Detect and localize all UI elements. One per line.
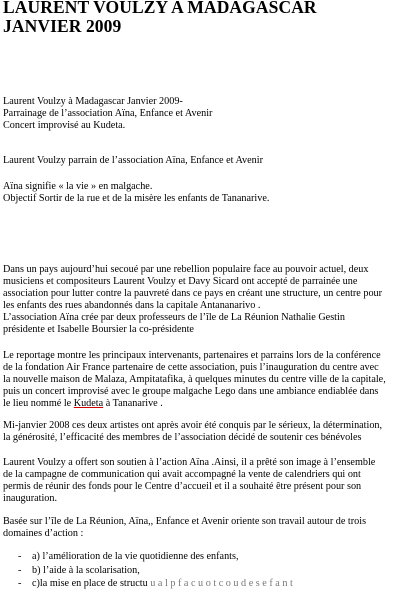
context-line-3: association pour lutter contre la pauvreté dans ce pays en créant une structure, un centre pour — [3, 288, 383, 300]
list-item — [18, 577, 403, 591]
reportage-paragraph — [3, 350, 402, 410]
january-line-1: Mi-janvier 2008 ces deux artistes ont après avoir été conquis par le sérieux, la détermination, — [3, 420, 383, 431]
list-dash: - — [18, 551, 22, 562]
context-line-6: présidente et Isabelle Boursier la co-présidente — [3, 324, 194, 336]
domains-paragraph — [3, 516, 402, 540]
reportage-line-5-start: le lieu nommé le — [3, 398, 74, 410]
aina-line-1: Aïna signifie « la vie » en malgache. — [3, 181, 153, 192]
intro-line-3: Concert improvisé au Kudeta. — [3, 120, 126, 132]
parrain-paragraph — [3, 155, 402, 167]
aina-line-2: Objectif Sortir de la rue et de la misère les enfants de Tananarive. — [3, 193, 270, 205]
reportage-line-4: puis un concert improvisé avec le groupe malgache Lego dans une ambiance endiablée dans — [3, 386, 379, 398]
reportage-line-1: Le reportage montre les principaux intervenants, partenaires et parrains lors de la conférence — [3, 350, 381, 361]
domains-line-2: domaines d’action : — [3, 528, 84, 540]
intro-line-1: Laurent Voulzy à Madagascar Janvier 2009- — [3, 96, 183, 107]
context-line-5: L’association Aïna crée par deux professeurs de l’île de La Réunion Nathalie Gestin — [3, 312, 345, 324]
context-paragraph — [3, 264, 402, 337]
support-line-3: permis de réunir des fonds pour le Centre d’accueil et il a souhaité être présent pour son — [3, 481, 362, 493]
context-line-4: les enfants des rues abandonnés dans la capitale Antananarivo . — [3, 300, 261, 312]
parrain-line: Laurent Voulzy parrain de l’association Aïna, Enfance et Avenir — [3, 155, 263, 166]
support-line-2: de la campagne de communication qui avait accompagné la vente de calendriers qui ont — [3, 469, 361, 481]
title-line-1: LAURENT VOULZY A MADAGASCAR — [3, 0, 317, 17]
kudeta-link[interactable]: Kudeta — [73, 398, 104, 410]
list-dash: - — [18, 578, 22, 590]
list-item-text: a) l’amélioration de la vie quotidienne des enfants, — [32, 551, 239, 562]
context-line-2: musiciens et compositeurs Laurent Voulzy et Davy Sicard ont accepté de parrainée une — [3, 276, 358, 288]
context-line-1: Dans un pays aujourd’hui secoué par une rebellion populaire face au pouvoir actuel, deux — [3, 264, 369, 275]
reportage-line-5 — [3, 398, 402, 410]
january-line-2: la générosité, l’efficacité des membres de l’association décidé de soutenir ces bénévoles — [3, 432, 362, 444]
intro-line-2: Parrainage de l’association Aïna, Enfance et Avenir — [3, 108, 213, 120]
support-line-4: inauguration. — [3, 493, 58, 505]
list-item — [18, 550, 403, 564]
support-line-1: Laurent Voulzy a offert son soutien à l’action Aïna .Ainsi, il a prêté son image à l’ensemble — [3, 457, 376, 468]
domains-line-1: Basée sur l’île de La Réunion, Aïna,, Enfance et Avenir oriente son travail autour de trois — [3, 516, 367, 527]
reportage-line-5-end: à Tananarive . — [103, 398, 163, 410]
list-item — [18, 564, 403, 578]
support-paragraph — [3, 457, 402, 505]
list-dash: - — [18, 564, 22, 576]
domains-list — [18, 550, 403, 591]
list-item-text: c)la mise en place de structu — [32, 578, 148, 590]
overlapping-garbled-text: u a l p f a c u o t c o u d e s e f a n t — [147, 578, 293, 590]
title-line-2: JANVIER 2009 — [3, 15, 122, 36]
reportage-line-2: de la fondation Air France partenaire de cette association, puis l’inauguration du centre avec — [3, 362, 379, 374]
intro-paragraph — [3, 96, 402, 132]
document-title — [3, 0, 403, 35]
reportage-line-3: la nouvelle maison de Malaza, Ampitatafika, à quelques minutes du centre ville de la capitale, — [3, 374, 386, 386]
aina-paragraph — [3, 181, 402, 205]
january-paragraph — [3, 420, 402, 444]
list-item-text: b) l’aide à la scolarisation, — [32, 564, 140, 576]
